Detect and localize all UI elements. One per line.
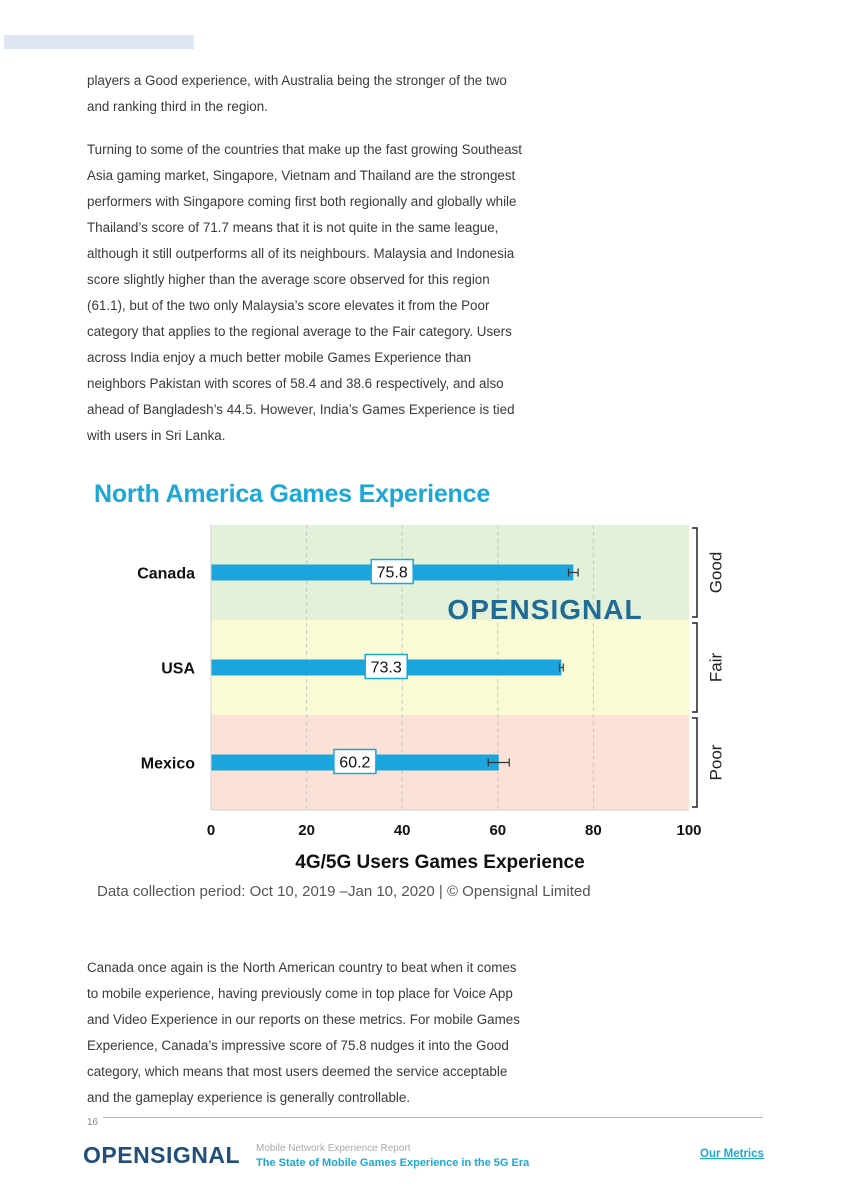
band-label-fair: Fair <box>706 652 726 683</box>
text-line: Canada once again is the North American country to beat when it comes <box>87 960 517 975</box>
x-tick-label: 60 <box>489 822 507 839</box>
text-line: Experience, Canada’s impressive score of 75.8 nudges it into the Good <box>87 1038 509 1053</box>
text-line: score slightly higher than the average score observed for this region <box>87 272 490 287</box>
data-collection-caption: Data collection period: Oct 10, 2019 –Jan 10, 2020 | © Opensignal Limited <box>97 883 591 900</box>
x-tick-label: 0 <box>206 822 216 839</box>
data-label: 75.8 <box>376 564 408 582</box>
x-axis-title: 4G/5G Users Games Experience <box>295 852 585 873</box>
x-tick-label: 20 <box>298 822 315 839</box>
bracket-fair <box>692 623 697 712</box>
bracket-good <box>692 528 697 617</box>
intro-paragraph <box>87 68 553 120</box>
text-line: category, which means that most users deemed the service acceptable <box>87 1064 508 1079</box>
category-label: Canada <box>137 565 195 583</box>
southeast-asia-paragraph <box>87 137 553 449</box>
report-kicker: Mobile Network Experience Report <box>256 1143 411 1154</box>
header-bar <box>4 35 194 49</box>
text-line: ahead of Bangladesh’s 44.5. However, India’s Games Experience is tied <box>87 402 515 417</box>
text-line: although it still outperforms all of its neighbours. Malaysia and Indonesia <box>87 246 515 261</box>
opensignal-watermark: OPENSIGNAL <box>447 594 643 626</box>
band-label-good: Good <box>706 551 726 594</box>
text-line: to mobile experience, having previously come in top place for Voice App <box>87 986 513 1001</box>
report-title: The State of Mobile Games Experience in the 5G Era <box>256 1157 530 1169</box>
our-metrics-link[interactable]: Our Metrics <box>700 1148 764 1160</box>
data-label: 73.3 <box>370 659 402 677</box>
x-tick-label: 80 <box>585 822 602 839</box>
bracket-poor <box>692 718 697 807</box>
text-line: players a Good experience, with Australia being the stronger of the two <box>87 73 507 88</box>
text-line: and the gameplay experience is generally controllable. <box>87 1090 411 1105</box>
text-line: Turning to some of the countries that make up the fast growing Southeast <box>87 142 522 157</box>
text-line: Thailand’s score of 71.7 means that it is not quite in the same league, <box>87 220 499 235</box>
band-label-poor: Poor <box>706 744 726 781</box>
canada-paragraph <box>87 955 553 1111</box>
chart-title: North America Games Experience <box>94 480 491 508</box>
text-line: and ranking third in the region. <box>87 99 268 114</box>
text-line: across India enjoy a much better mobile Games Experience than <box>87 350 472 365</box>
text-line: with users in Sri Lanka. <box>87 428 226 443</box>
text-line: (61.1), but of the two only Malaysia’s score elevates it from the Poor <box>87 298 490 313</box>
text-line: and Video Experience in our reports on these metrics. For mobile Games <box>87 1012 520 1027</box>
data-label: 60.2 <box>339 754 371 772</box>
text-line: performers with Singapore coming first both regionally and globally while <box>87 194 517 209</box>
x-tick-label: 100 <box>676 822 702 839</box>
games-experience-chart <box>90 515 730 875</box>
x-tick-label: 40 <box>393 822 411 839</box>
footer-divider <box>103 1117 763 1118</box>
opensignal-logo: OPENSIGNAL <box>83 1142 241 1168</box>
category-label: Mexico <box>140 755 195 773</box>
page-number: 16 <box>87 1117 99 1128</box>
text-line: category that applies to the regional average to the Fair category. Users <box>87 324 512 339</box>
text-line: Asia gaming market, Singapore, Vietnam and Thailand are the strongest <box>87 168 516 183</box>
text-line: neighbors Pakistan with scores of 58.4 and 38.6 respectively, and also <box>87 376 504 391</box>
category-label: USA <box>161 660 195 678</box>
